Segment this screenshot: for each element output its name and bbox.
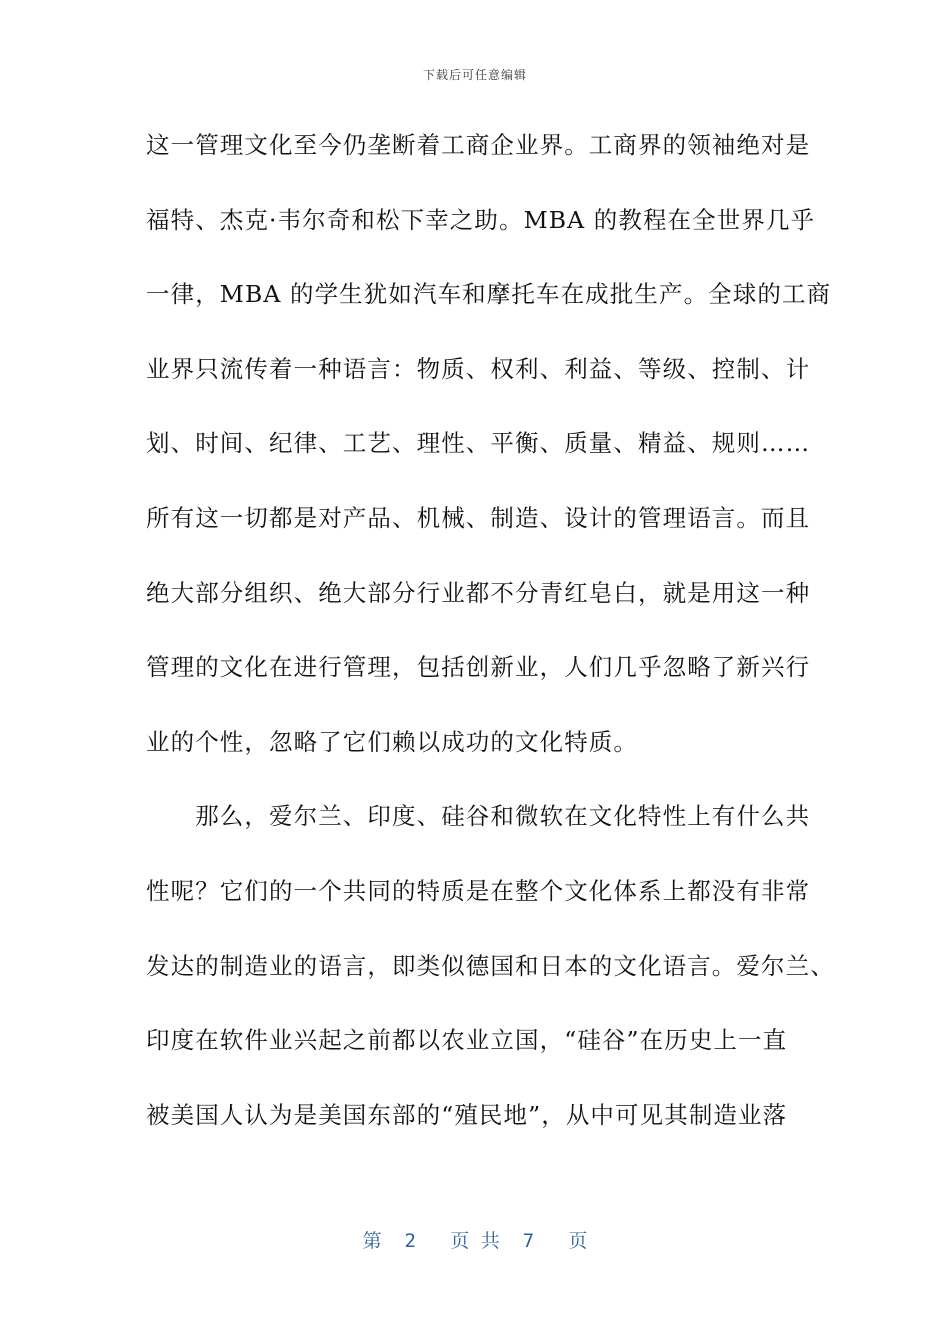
text-line: 福特、杰克·韦尔奇和松下幸之助。MBA 的教程在全世界几乎 [146, 205, 816, 234]
text-line: 性呢？它们的一个共同的特质是在整个文化体系上都没有非常 [146, 876, 811, 905]
text-line: 划、时间、纪律、工艺、理性、平衡、质量、精益、规则…… [146, 429, 811, 458]
text-line: 那么，爱尔兰、印度、硅谷和微软在文化特性上有什么共 [146, 802, 811, 831]
page-header: 下载后可任意编辑 [422, 68, 527, 82]
text-line: 业界只流传着一种语言：物质、权利、利益、等级、控制、计 [146, 354, 811, 383]
text-line: 印度在软件业兴起之前都以农业立国，“硅谷”在历史上一直 [146, 1026, 788, 1055]
text-line: 一律，MBA 的学生犹如汽车和摩托车在成批生产。全球的工商 [146, 280, 832, 309]
text-line: 绝大部分组织、绝大部分行业都不分青红皂白，就是用这一种 [146, 578, 811, 607]
text-line: 被美国人认为是美国东部的“殖民地”，从中可见其制造业落 [146, 1100, 788, 1129]
text-line: 这一管理文化至今仍垄断着工商企业界。工商界的领袖绝对是 [146, 131, 811, 159]
page-number-footer: 第 2 页 共 7 页 [362, 1230, 588, 1252]
text-line: 管理的文化在进行管理，包括创新业，人们几乎忽略了新兴行 [146, 653, 811, 682]
text-line: 业的个性，忽略了它们赖以成功的文化特质。 [146, 727, 638, 756]
document-body [146, 120, 835, 1164]
text-line: 所有这一切都是对产品、机械、制造、设计的管理语言。而且 [146, 503, 811, 532]
text-line: 发达的制造业的语言，即类似德国和日本的文化语言。爱尔兰、 [146, 951, 835, 980]
